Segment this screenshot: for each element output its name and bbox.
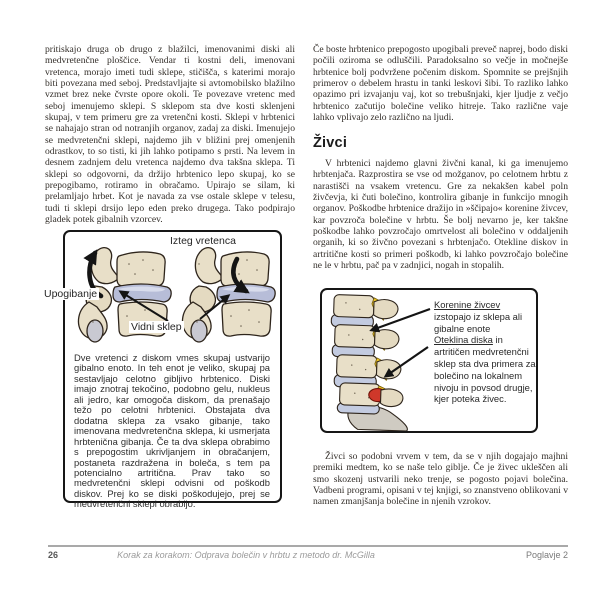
figure-nerve-roots — [320, 288, 538, 433]
right-column-paragraph-3: Živci so podobni vrvem v tem, da se v njih dogajajo majhni premiki medtem, ko se naše telo giblje. Če je živec ukleščen ali smo skozenj ustvarili neko trenje, se pogosto pojavi bolečina. Vadbeni programi, opisani v tej knjigi, so znanstveno oblikovani v namen zmanjšanja bolečine in njenih vzrokov. — [313, 451, 568, 508]
footer-book-title: Korak za korakom: Odprava bolečin v hrbtu z metodo dr. McGilla — [117, 550, 375, 560]
label-vidni-sklep: Vidni sklep — [131, 321, 182, 333]
left-column-paragraph: pritiskajo druga ob drugo z blažilci, imenovanimi diski ali medvretenčne ploščice. Vendar ti kostni deli, imenovani vretenca, morajo imeti tudi sklepe, stičišča, s katerimi morajo biti povezana med seboj. Predstavljajte si avtomobilsko blažilno vzmet brez neke čvrste opore okoli. Te povezave vretenc med seboj imenujemo sklepi. S sklepom sta dve kosti sklenjeni skupaj, v tem primeru gre za vretenčni kosti. Sklepi v hrbtenici se nahajajo stran od notranjih organov, zadaj za diski. Imenujejo se medvretenčni sklepi, najdemo jih v bližini prej omenjenih odrastkov, to so tisti, ki jih lahko potipamo s prsti. Na levem in desnem zadnjem delu vretenca najdemo dva takšna sklepa. Ti sklepi so odgovorni, da držijo hrbtenico lepo skupaj, ko se prepogibamo, rotiramo in obračamo. Upirajo se silam, ki prelamljajo hrbet. Kot je navada za vse ostale sklepe v telesu, tudi ti sklepi drsijo lepo eden preko drugega. Tako podpirajo gladek potek gibalnih vzorcev. — [45, 44, 295, 226]
right-column-paragraph-2: V hrbtenici najdemo glavni živčni kanal, ki ga imenujemo hrbtenjača. Razprostira se vse od možganov, po celotnem hrbtu z narastišči na vsakem vretencu. Gre za nekakšen kabel poln živčevja, ki čuti bolečino, kontrolira gibanje in funkcijo mnogih organov. Poškodbe hrbtenice dražijo in »ščipajo« korenine živcev, kar povzroča bolečine v hrbtu. Še bolj nevarno je, ker takšne poškodbe lahko povzročajo omrtvelost ali bolečino v oddaljenih organih, ki so živčno povezani s hrbtenjačo. Otekline diskov in artritične kosti so primeri poškodb, ki lahko povzročajo bolečine ne le v hrbtu, pač pa v zadnjici, nogah in stopalih. — [313, 158, 568, 272]
page-number: 26 — [48, 550, 59, 560]
right-column-paragraph-1: Če boste hrbtenico prepogosto upogibali preveč naprej, bodo diski počili oziroma se odluščili. Paradoksalno so večje in močnejše hrbtenice bolj podvržene počenim diskom. Spomnite se prejšnjih primerov o debelem hrastu in tanki leskovi šibi. To razliko lahko opazimo pri izvajanju vaj, kot so trebušnjaki, kjer ljudje z večjo hrbtenico začutijo bolečine veliko hitreje. Tako različne vaje lahko vplivajo zelo različno na ljudi. — [313, 44, 568, 124]
nerve-figure-labels — [434, 299, 536, 405]
nerve-label-2-title: Oteklina diska — [434, 334, 493, 346]
nerve-label-2 — [434, 334, 536, 405]
figure-caption: Dve vretenci z diskom vmes skupaj ustvarijo gibalno enoto. In teh enot je veliko, skupaj pa sestavljajo celotno gibljivo hrbtenico. Diski imajo znotraj tekočino, podobno gelu, nukleus ali jedro, kar omogoča diskom, da prenašajo težo po celotni hrbtenici. Obstajata dva dodatna sklepa za vsako gibanje, tako imenovana medvretenčna sklepa, ki usmerjata hrbtenična gibanja. Če ta dva sklepa obrabimo s prepogostim ukrivljanjem in obračanjem, postaneta razdražena in boleča, s tem pa potencialno artritična. Prav tako so medvretenčni sklepi odvisni od poškodb diskov. Prej ko se diski poškodujejo, prej se medvretenčni sklepi obrabijo. — [74, 352, 270, 510]
footer-divider — [48, 545, 568, 547]
figure-vertebrae-motion — [63, 230, 282, 510]
nerve-label-2-text: in artritičen medvretenčni sklep sta dva primera za bolečino na lokalnem nivoju in povsod drugje, kjer poteka živec. — [434, 334, 536, 405]
label-izteg-vretenca: Izteg vretenca — [170, 235, 236, 247]
label-upogibanje: Upogibanje — [44, 288, 98, 300]
section-heading-zivci: Živci — [313, 135, 348, 151]
nerve-label-1 — [434, 299, 536, 334]
nerve-label-1-title: Korenine živcev — [434, 299, 501, 310]
nerve-label-1-text: izstopajo iz sklepa ali gibalne enote — [434, 310, 523, 334]
footer-chapter: Poglavje 2 — [525, 550, 568, 560]
